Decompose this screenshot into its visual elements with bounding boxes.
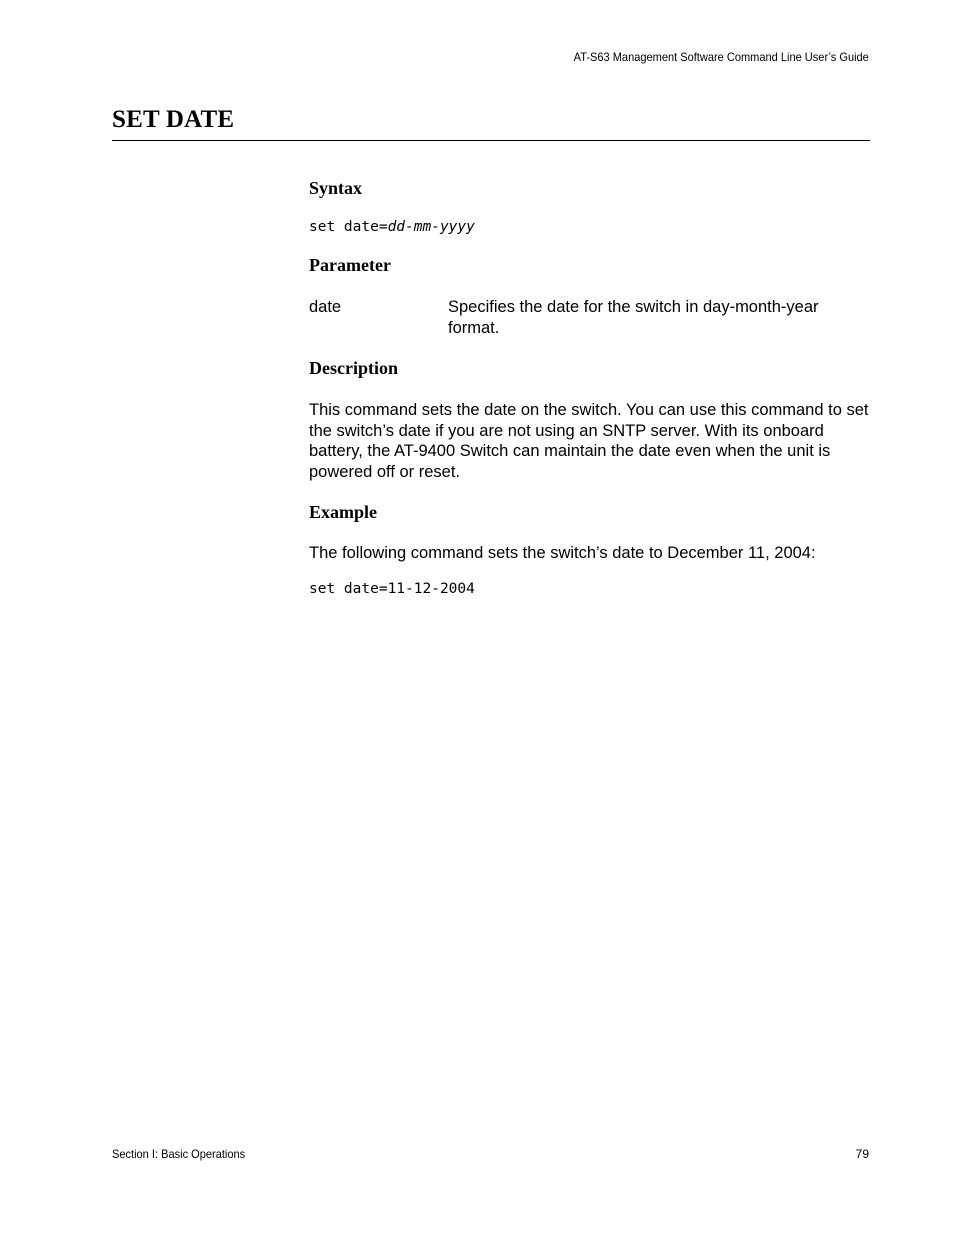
page-title: SET DATE xyxy=(112,106,235,133)
syntax-param-format: dd-mm-yyyy xyxy=(387,219,475,235)
syntax-heading: Syntax xyxy=(309,178,363,198)
parameter-heading: Parameter xyxy=(309,255,391,275)
syntax-command-text: set date= xyxy=(309,219,388,235)
parameter-name: date xyxy=(309,298,342,316)
description-text: This command sets the date on the switch. You can use this command to set the switch’s date if you are not using an SNTP server. With its onboard battery, the AT-9400 Switch can maintain the date even when the unit is powered off or reset. xyxy=(309,401,869,481)
running-header: AT-S63 Management Software Command Line User’s Guide xyxy=(573,50,869,64)
title-rule xyxy=(112,140,870,141)
description-heading: Description xyxy=(309,358,398,378)
example-command: set date=11-12-2004 xyxy=(309,581,475,597)
example-heading: Example xyxy=(309,502,378,522)
example-text: The following command sets the switch’s date to December 11, 2004: xyxy=(309,544,816,562)
footer-page-number: 79 xyxy=(855,1147,869,1161)
parameter-description: Specifies the date for the switch in day-month-year format. xyxy=(448,298,819,337)
syntax-command xyxy=(309,219,475,235)
footer-section: Section I: Basic Operations xyxy=(112,1147,246,1161)
